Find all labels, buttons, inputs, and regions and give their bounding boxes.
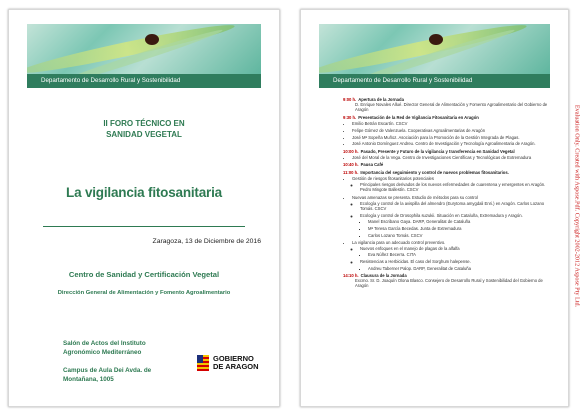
- venue-address-line2: Montañana, 1005: [63, 375, 114, 383]
- session-title: Pasado, Presente y Futuro de la vigilancia y transferencia en Sanidad Vegetal: [360, 148, 515, 154]
- session-title: Apertura de la Jornada: [358, 97, 404, 102]
- department-bar: [319, 74, 550, 88]
- schedule-item: [343, 170, 555, 271]
- event-date: Zaragoza, 13 de Diciembre de 2016: [152, 238, 261, 245]
- time: 10:00 h.: [343, 148, 359, 154]
- forum-title-line1: II FORO TÉCNICO EN: [103, 119, 185, 128]
- department-label: Departamento de Desarrollo Rural y Sostenibilidad: [41, 77, 181, 84]
- speaker: ▪ Eva Núñez Becerra. CITA: [368, 252, 555, 257]
- session-title: Presentación de la Red de Vigilancia Fitosanitaria en Aragón: [358, 114, 479, 120]
- topic: Nuevas amenazas se presenta. Estudio de métodos para su control: [352, 194, 478, 200]
- session-title: Importancia del seguimiento y control de nuevos problemas fitosanitarios.: [360, 169, 509, 175]
- forum-title: [9, 118, 279, 140]
- list-item: • Emilio Betrán Escartín. CSCV: [352, 121, 555, 126]
- time: 10:40 h.: [343, 162, 359, 168]
- evaluation-watermark: [570, 0, 584, 413]
- list-item: [360, 213, 555, 238]
- venue-address: [63, 367, 151, 384]
- forum-title-line2: SANIDAD VEGETAL: [106, 130, 182, 139]
- ladybug-icon: [145, 34, 159, 45]
- topic: Gestión de riesgos fitosanitarios potenciales: [352, 175, 434, 181]
- schedule-item: [343, 162, 555, 167]
- ladybug-icon: [429, 34, 443, 45]
- department-bar: [27, 74, 261, 88]
- schedule-item: [343, 115, 555, 147]
- session-title: Clausura de la Jornada: [360, 272, 407, 278]
- list-item: • Felipe Gómez de Valenzuela. Cooperativas Agroalimentarias de Aragón: [352, 128, 555, 133]
- program-schedule: [343, 97, 555, 291]
- logo-text-line2: DE ARAGON: [213, 362, 259, 371]
- header-banner-image: [319, 24, 550, 74]
- venue-hall-line1: Salón de Actos del Instituto: [63, 340, 146, 347]
- watermark-text: Evaluation Only. Created with Aspose.Pdf. Copyright 2002-2012 Aspose Pty Ltd.: [573, 104, 581, 308]
- topic: La vigilancia para un adecuado control preventivo.: [352, 239, 446, 245]
- main-title: La vigilancia fitosanitaria: [66, 185, 222, 200]
- list-item: [352, 195, 555, 238]
- cover-page: [8, 9, 280, 407]
- time: 11:00 h.: [343, 169, 359, 175]
- time: 9:30 h.: [343, 114, 357, 120]
- department-label: Departamento de Desarrollo Rural y Sostenibilidad: [333, 77, 473, 84]
- logo-text-line1: GOBIERNO: [213, 354, 254, 363]
- organizer-center: Centro de Sanidad y Certificación Vegetal: [68, 270, 220, 279]
- list-item: • José Mª Sopeña Muñoz. Asociación para la Promoción de la Gestión Integrada de Plagas.: [352, 135, 555, 140]
- schedule-item: [343, 97, 555, 113]
- list-item: ◦ Principales riesgos derivados de los nuevos enfermedades de cuarentena y emergentes en Aragón. Pedro Mingote Ballestín. CSCV: [360, 182, 555, 192]
- venue-address-line1: Campus de Aula Dei Avda. de: [63, 367, 152, 374]
- list-item: [360, 246, 555, 257]
- topic: Resistencias a Herbicidas. El caso del Sorghum halepense.: [360, 259, 471, 265]
- organizer-direction: Dirección General de Alimentación y Fomento Agroalimentario: [57, 290, 231, 296]
- list-item: [360, 259, 555, 270]
- speaker: ▪ Carlos Lozano Tomás. CSCV: [368, 233, 555, 238]
- session-detail: D. Enrique Novales Allué. Director General de Alimentación y Fomento Agroalimentario del Gobierno de Aragón: [355, 102, 548, 113]
- list-item: [352, 240, 555, 271]
- schedule-item: [343, 149, 555, 160]
- list-item: ◦ Ecología y control de la avispilla del almendro (Eurytoma amygdali Enri.) en Aragón. Carlos Lozano Tomás. CSCV: [360, 201, 555, 211]
- list-item: • José del Moral de la Vega. Centro de Investigaciones Científicas y Tecnológicas de Extremadura: [352, 155, 555, 160]
- topic: Nuevos enfoques en el manejo de plagas de la alfalfa: [360, 245, 460, 251]
- speaker: ▪ Andreu Taberner Palop. DARP, Generalitat de Cataluña: [368, 266, 555, 271]
- time: 14:10 h.: [343, 272, 359, 278]
- venue-hall: [63, 340, 146, 357]
- speaker: ▪ Mª Teresa García Becedas. Junta de Extremadura: [368, 226, 555, 231]
- program-page: [300, 9, 569, 407]
- list-item: • José Antonio Domínguez Andreu. Centro de Investigación y Tecnología Agroalimentaria de Aragón.: [352, 141, 555, 146]
- speaker: ▪ Manel Escribano Gaya. DARP, Generalitat de Cataluña: [368, 219, 555, 224]
- header-banner-image: [27, 24, 261, 74]
- time: 9:00 h.: [343, 97, 357, 102]
- topic: Ecología y control de Drosophila suzukii. Situación en Cataluña, Extremadura y Aragón.: [360, 212, 523, 218]
- session-title: Pausa Café: [360, 162, 384, 168]
- divider: [43, 226, 245, 227]
- venue-hall-line2: Agronómico Mediterráneo: [63, 348, 142, 356]
- list-item: [352, 176, 555, 193]
- schedule-item: [343, 273, 555, 289]
- session-detail: Excmo. Sr. D. Joaquín Olona Blasco. Consejero de Desarrollo Rural y Sostenibilidad del Gobierno de Aragón: [355, 278, 543, 289]
